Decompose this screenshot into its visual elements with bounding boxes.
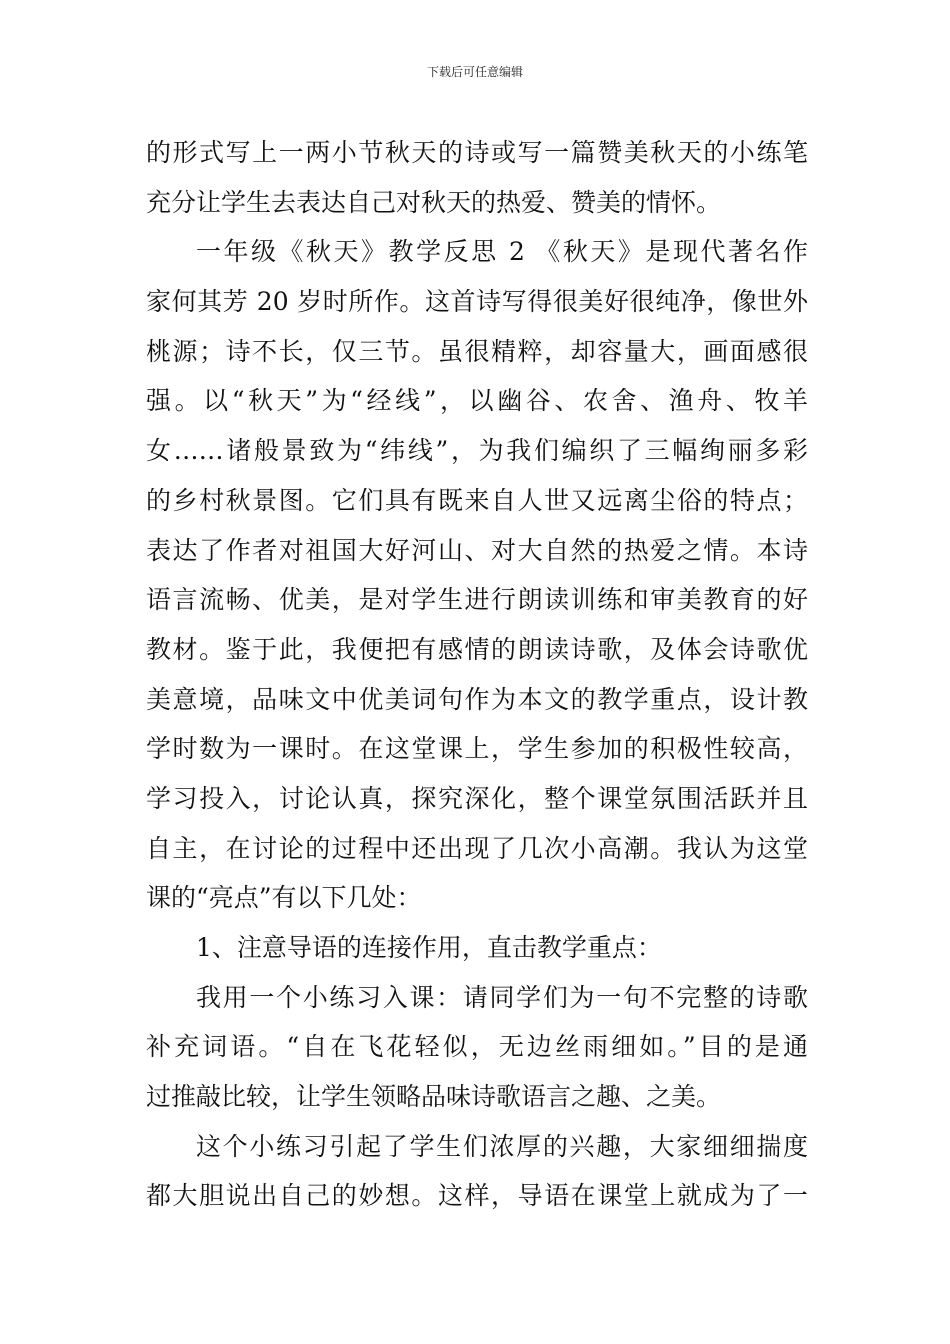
text-line: 的形式写上一两小节秋天的诗或写一篇赞美秋天的小练笔: [146, 138, 808, 167]
text-line: 美意境，品味文中优美词句作为本文的教学重点，设计教: [146, 684, 808, 714]
text-line: 表达了作者对祖国大好河山、对大自然的热爱之情。本诗: [146, 535, 808, 565]
section-heading-line: 一年级《秋天》教学反思 2 《秋天》是现代著名作: [196, 237, 808, 267]
text-line: 充分让学生去表达自己对秋天的热爱、赞美的情怀。: [146, 187, 722, 217]
text-line: 补充词语。“自在飞花轻似，无边丝雨细如。”目的是通: [146, 1032, 808, 1062]
text-line: 教材。鉴于此，我便把有感情的朗读诗歌，及体会诗歌优: [146, 634, 808, 664]
document-body: [146, 128, 808, 1221]
text-line: 学习投入，讨论认真，探究深化，整个课堂氛围活跃并且: [146, 783, 808, 813]
text-line: 强。以“秋天”为“经线”，以幽谷、农舍、渔舟、牧羊: [146, 386, 808, 416]
page-header: 下载后可任意编辑: [426, 65, 523, 79]
text-line: 我用一个小练习入课：请同学们为一句不完整的诗歌: [196, 982, 808, 1012]
text-line: 家何其芳 20 岁时所作。这首诗写得很美好很纯净，像世外: [146, 287, 808, 317]
text-line: 自主，在讨论的过程中还出现了几次小高潮。我认为这堂: [146, 833, 808, 863]
text-line: 语言流畅、优美，是对学生进行朗读训练和审美教育的好: [146, 585, 808, 615]
text-line: 学时数为一课时。在这堂课上，学生参加的积极性较高，: [146, 734, 808, 764]
text-line: 这个小练习引起了学生们浓厚的兴趣，大家细细揣度: [196, 1131, 808, 1161]
text-line: 女……诸般景致为“纬线”，为我们编织了三幅绚丽多彩: [146, 436, 808, 466]
text-line: 都大胆说出自己的妙想。这样，导语在课堂上就成为了一: [146, 1181, 808, 1211]
text-line: 的乡村秋景图。它们具有既来自人世又远离尘俗的特点；: [146, 485, 808, 515]
text-line: 桃源；诗不长，仅三节。虽很精粹，却容量大，画面感很: [146, 336, 808, 366]
text-line: 过推敲比较，让学生领略品味诗歌语言之趣、之美。: [146, 1082, 722, 1112]
text-line: 课的“亮点”有以下几处：: [146, 883, 422, 913]
list-item-heading: 1、注意导语的连接作用，直击教学重点：: [196, 933, 662, 962]
